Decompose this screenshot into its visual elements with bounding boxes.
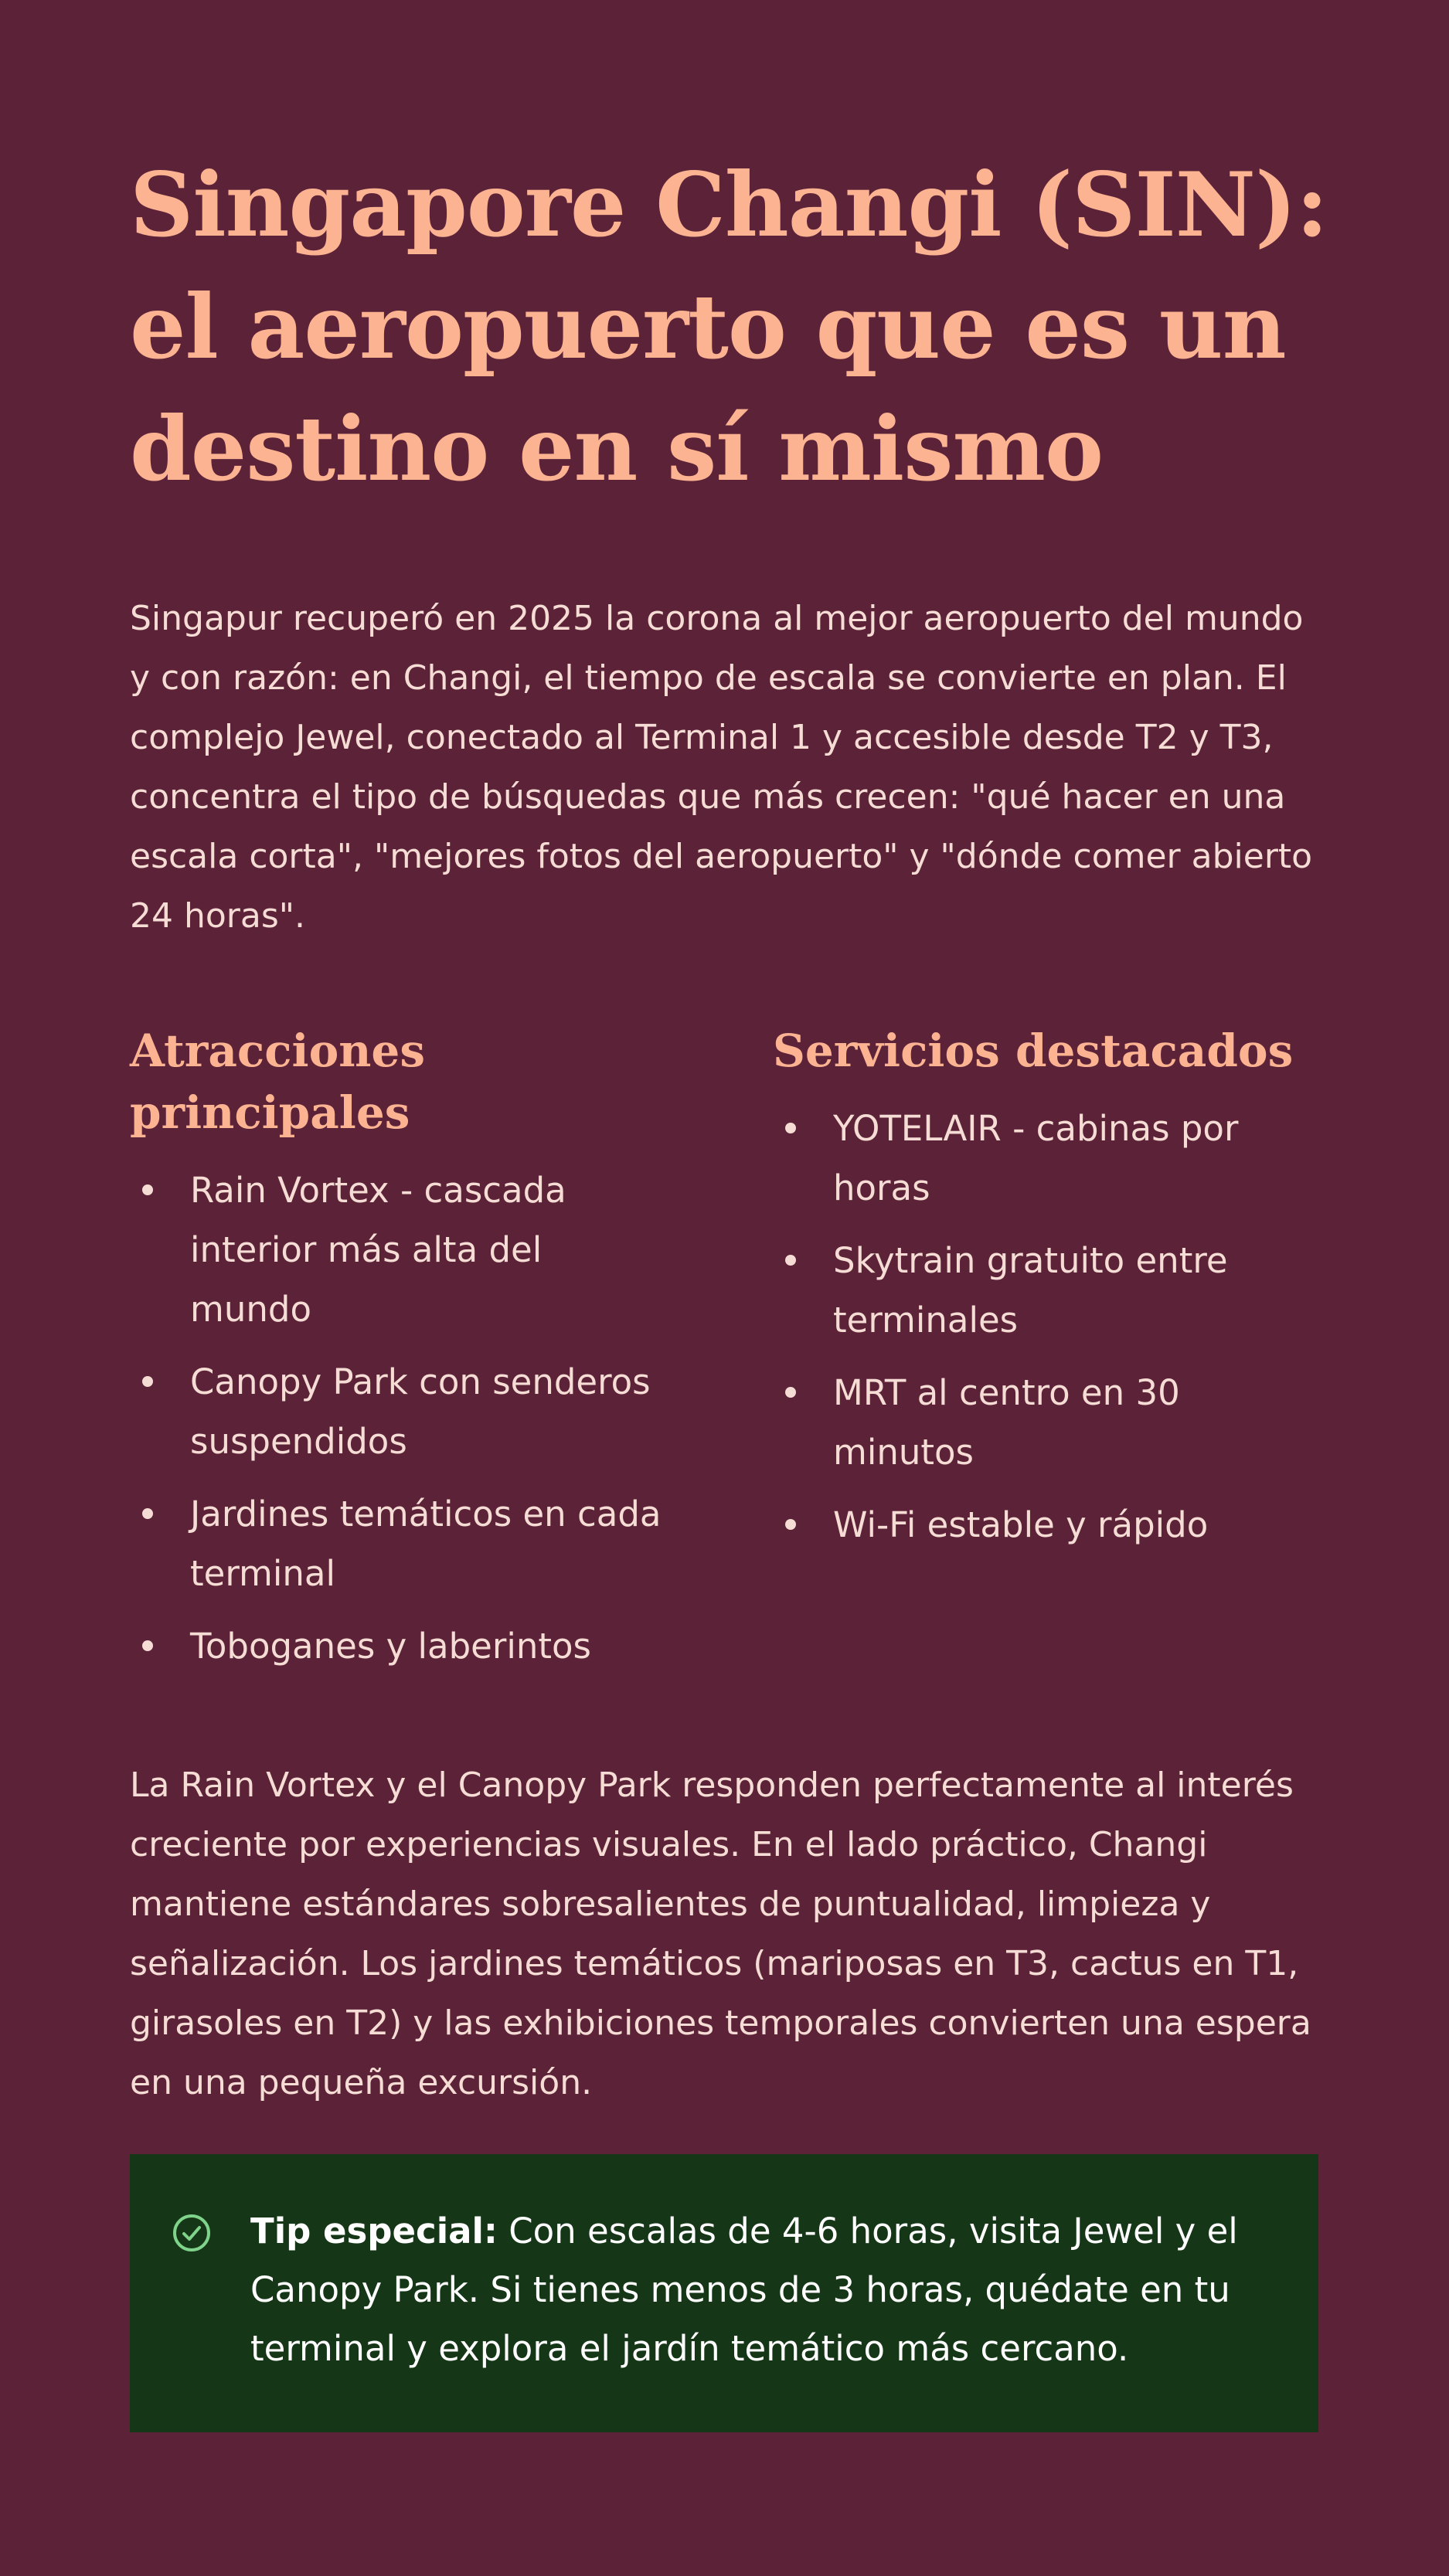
bullet-icon bbox=[785, 1387, 796, 1398]
bullet-icon bbox=[785, 1255, 796, 1266]
attractions-section bbox=[130, 1020, 671, 1689]
bullet-icon bbox=[142, 1640, 153, 1651]
services-section bbox=[773, 1020, 1329, 1568]
tip-label: Tip especial: bbox=[250, 2211, 498, 2251]
list-item-text: MRT al centro en 30 minutos bbox=[833, 1372, 1180, 1473]
bullet-icon bbox=[142, 1508, 153, 1519]
list-item-text: YOTELAIR - cabinas por horas bbox=[833, 1108, 1239, 1208]
list-item bbox=[773, 1495, 1329, 1555]
list-item bbox=[130, 1352, 671, 1471]
tip-body: Con escalas de 4-6 horas, visita Jewel y el Canopy Park. Si tienes menos de 3 horas, quédate en tu terminal y explora el jardín temático más cercano. bbox=[250, 2211, 1238, 2369]
list-item bbox=[130, 1616, 671, 1676]
attractions-heading: Atracciones principales bbox=[130, 1025, 425, 1139]
tip-callout bbox=[130, 2154, 1318, 2432]
list-item-text: Rain Vortex - cascada interior más alta del mundo bbox=[190, 1170, 566, 1330]
list-item-text: Toboganes y laberintos bbox=[190, 1626, 591, 1667]
list-item bbox=[773, 1363, 1329, 1482]
list-item bbox=[130, 1161, 671, 1339]
bullet-icon bbox=[785, 1519, 796, 1530]
bullet-icon bbox=[142, 1184, 153, 1195]
body-paragraph: La Rain Vortex y el Canopy Park responden perfectamente al interés creciente por experiencias visuales. En el lado práctico, Changi mantiene estándares sobresalientes de puntualidad, limpieza y señalización. Los jardines temáticos (mariposas en T3, cactus en T1, girasoles en T2) y las exhibiciones temporales convierten una espera en una pequeña excursión. bbox=[130, 1765, 1311, 2102]
list-item bbox=[773, 1099, 1329, 1218]
services-list bbox=[773, 1099, 1329, 1555]
bullet-icon bbox=[142, 1376, 153, 1387]
check-circle-icon bbox=[172, 2213, 212, 2253]
services-heading: Servicios destacados bbox=[773, 1025, 1294, 1077]
list-item-text: Skytrain gratuito entre terminales bbox=[833, 1240, 1228, 1341]
bullet-icon bbox=[785, 1123, 796, 1133]
attractions-list bbox=[130, 1161, 671, 1676]
tip-text bbox=[250, 2202, 1272, 2378]
list-item-text: Canopy Park con senderos suspendidos bbox=[190, 1361, 651, 1462]
list-item bbox=[130, 1484, 671, 1603]
list-item bbox=[773, 1231, 1329, 1350]
intro-paragraph: Singapur recuperó en 2025 la corona al mejor aeropuerto del mundo y con razón: en Changi, el tiempo de escala se convierte en plan. El complejo Jewel, conectado al Terminal 1 y accesible desde T2 y T3, concentra el tipo de búsquedas que más crecen: "qué hacer en una escala corta", "mejores fotos del aeropuerto" y "dónde comer abierto 24 horas". bbox=[130, 599, 1313, 936]
list-item-text: Jardines temáticos en cada terminal bbox=[190, 1494, 662, 1594]
list-item-text: Wi-Fi estable y rápido bbox=[833, 1504, 1209, 1545]
page-title: Singapore Changi (SIN): el aeropuerto que es un destino en sí mismo bbox=[130, 153, 1328, 501]
